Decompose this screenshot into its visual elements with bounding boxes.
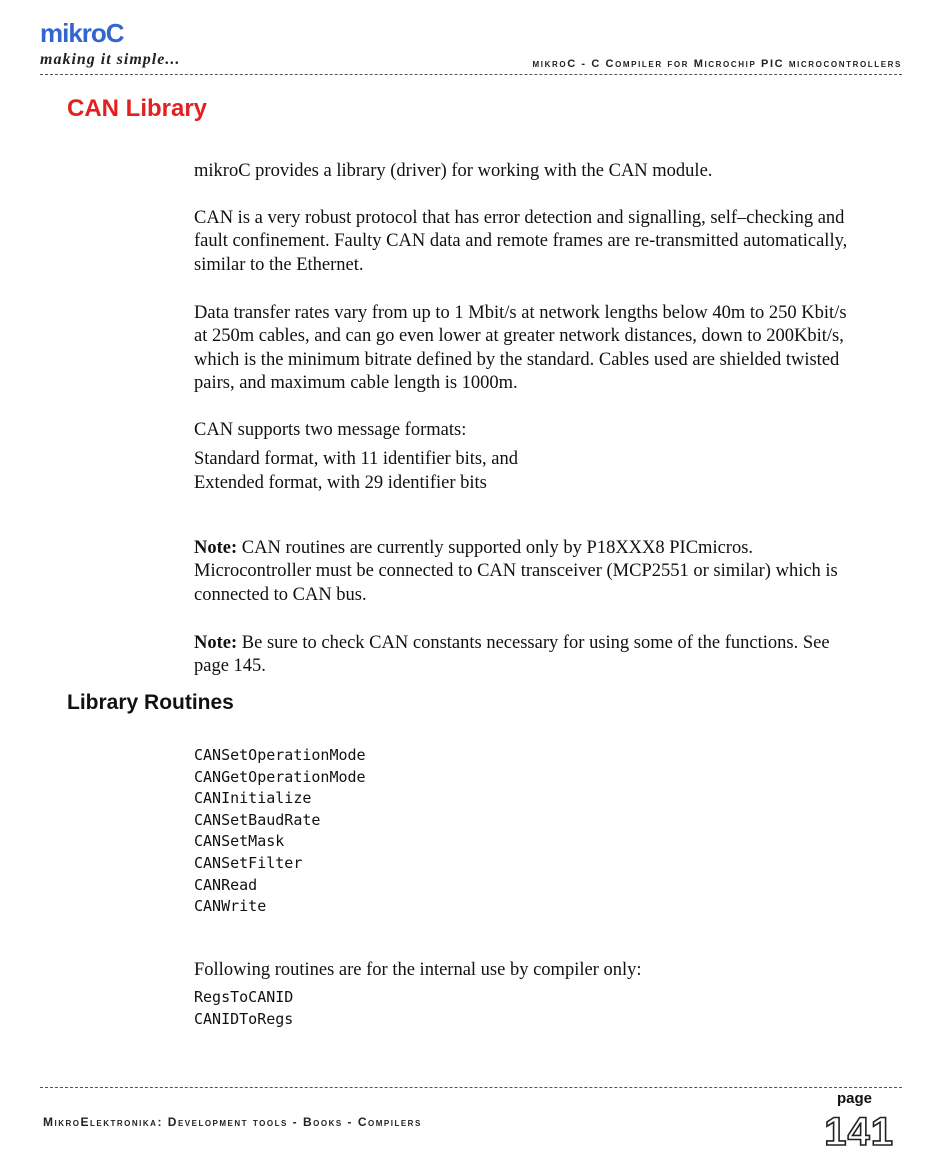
routines-heading: Library Routines	[67, 691, 234, 714]
page-label: page	[836, 1090, 872, 1107]
intro-paragraph: mikroC provides a library (driver) for working with the CAN module.	[194, 160, 713, 181]
format-extended: Extended format, with 29 identifier bits	[194, 472, 487, 493]
header-title: mikroC - C Compiler for Microchip PIC microcontrollers	[532, 58, 902, 70]
mikroc-logo: mikroC	[40, 18, 124, 48]
routine-item: CANInitialize	[194, 789, 312, 808]
routine-item: CANSetBaudRate	[194, 810, 321, 829]
internal-routines-list	[194, 987, 293, 1030]
note-text: Be sure to check CAN constants necessary for using some of the functions. See page 145.	[194, 632, 830, 676]
internal-use-paragraph: Following routines are for the internal use by compiler only:	[194, 959, 642, 980]
routine-item: CANRead	[194, 875, 258, 894]
formats-list	[194, 448, 854, 495]
note-label: Note:	[194, 537, 238, 558]
header-divider	[40, 74, 902, 75]
footer-publisher: MikroElektronika: Development tools - Books - Compilers	[43, 1115, 422, 1129]
routine-item: CANSetFilter	[194, 853, 303, 872]
page-title: CAN Library	[67, 95, 208, 122]
protocol-paragraph: CAN is a very robust protocol that has error detection and signalling, self–checking and fault confinement. Faulty CAN data and remote frames are re-transmitted automatically, similar to the Ethernet.	[194, 207, 848, 275]
message-formats-paragraph: CAN supports two message formats:	[194, 419, 467, 440]
tagline: making it simple...	[40, 51, 181, 68]
internal-routine-item: RegsToCANID	[194, 988, 294, 1006]
routines-list	[194, 745, 366, 918]
footer-divider	[40, 1087, 902, 1088]
routine-item: CANSetOperationMode	[194, 746, 366, 764]
routine-item: CANSetMask	[194, 832, 285, 851]
internal-routine-item: CANIDToRegs	[194, 1009, 294, 1028]
note-support	[194, 537, 854, 608]
note-label: Note:	[194, 632, 238, 653]
routine-item: CANWrite	[194, 897, 267, 916]
page-number: 141	[824, 1110, 894, 1154]
format-standard: Standard format, with 11 identifier bits, and	[194, 449, 519, 469]
routine-item: CANGetOperationMode	[194, 767, 366, 786]
note-constants	[194, 632, 854, 679]
note-text: CAN routines are currently supported only by P18XXX8 PICmicros. Microcontroller must be connected to CAN transceiver (MCP2551 or similar) which is connected to CAN bus.	[194, 537, 838, 605]
transfer-rate-paragraph: Data transfer rates vary from up to 1 Mbit/s at network lengths below 40m to 250 Kbit/s at 250m cables, and can go even lower at greater network distances, down to 200Kbit/s, which is the minimum bitrate defined by the standard. Cables used are shielded twisted pairs, and maximum cable length is 1000m.	[194, 302, 847, 393]
